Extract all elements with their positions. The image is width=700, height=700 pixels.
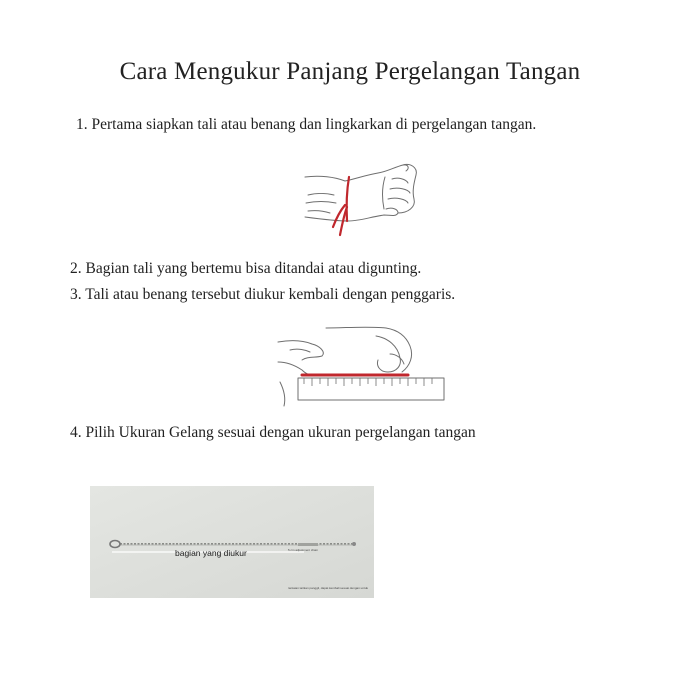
step-1-text: 1. Pertama siapkan tali atau benang dan lingkarkan di pergelangan tangan. xyxy=(76,116,537,133)
measured-part-label: bagian yang diukur xyxy=(175,548,247,558)
step-3-text: 3. Tali atau benang tersebut diukur kembali dengan penggaris. xyxy=(70,286,456,303)
page-title: Cara Mengukur Panjang Pergelangan Tangan xyxy=(119,58,581,85)
bracelet-photo xyxy=(90,486,374,598)
step-2-text: 2. Bagian tali yang bertemu bisa ditandai atau digunting. xyxy=(70,260,422,277)
photo-caption-note: rantaian tarikan panggil, dapat kembali sesuai dengan untuk xyxy=(287,586,368,590)
wrist-string-illustration xyxy=(300,155,420,245)
ruler-measure-illustration xyxy=(276,322,446,408)
step-4-text: 4. Pilih Ukuran Gelang sesuai dengan ukuran pergelangan tangan xyxy=(70,424,476,441)
bracelet-chain-image xyxy=(90,486,374,598)
extension-note: 5 cm adjustment chain xyxy=(288,548,319,552)
